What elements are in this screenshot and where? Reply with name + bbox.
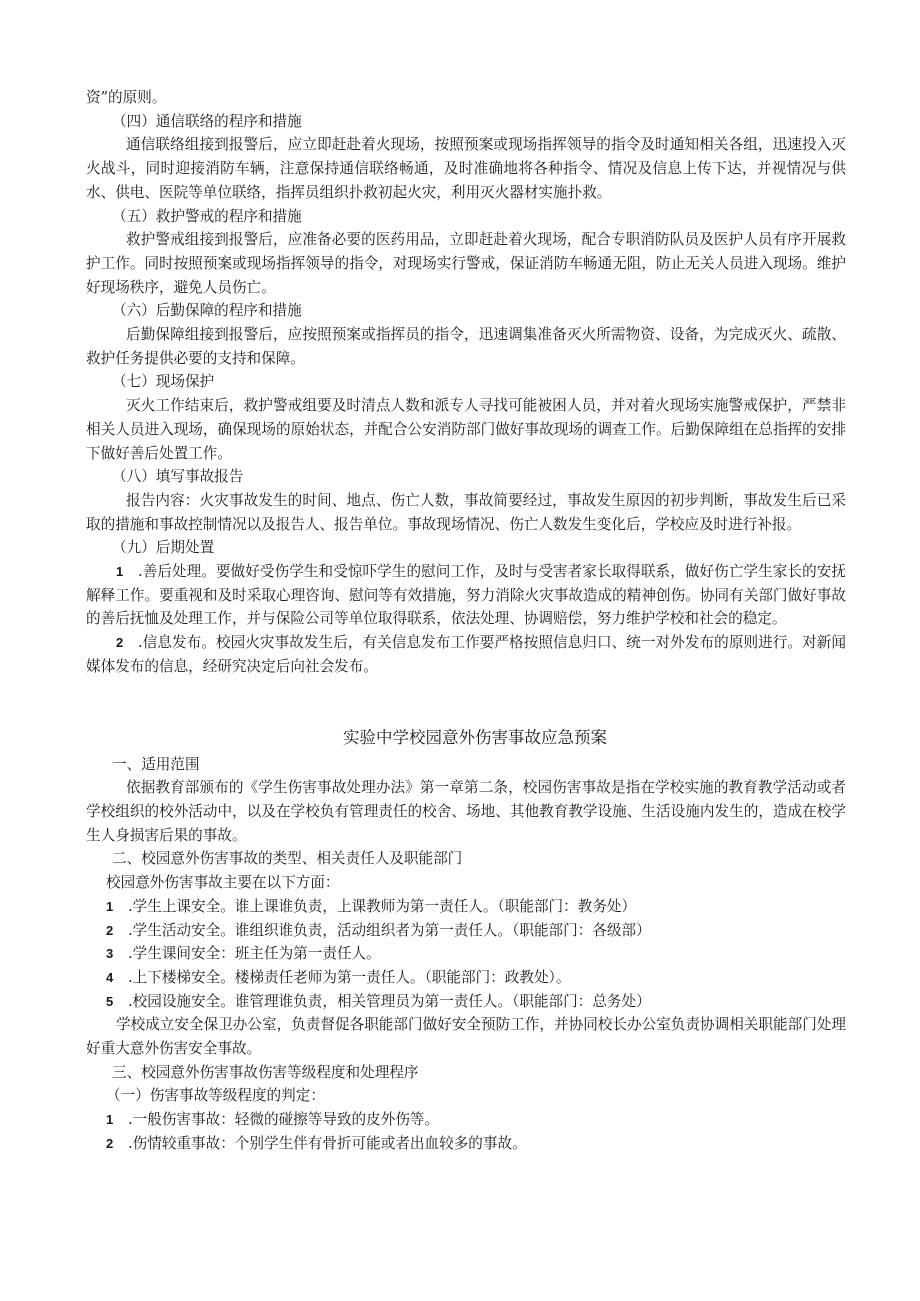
list-text: .校园设施安全。谁管理谁负责，相关管理员为第一责任人。（职能部门：总务处） [128,992,651,1010]
list-number: 3 [106,946,114,962]
list-text: .学生上课安全。谁上课谁负责，上课教师为第一责任人。（职能部门：教务处） [128,897,637,915]
list-item [86,1132,846,1156]
list-intro: 校园意外伤害事故主要在以下方面： [106,874,340,892]
list-text: .学生活动安全。谁组织谁负责，活动组织者为第一责任人。（职能部门：各级部） [128,921,651,939]
list-item [86,895,846,919]
list-item [86,919,846,943]
list-item [86,560,846,631]
list-number: 1 [106,898,114,914]
paragraph-7: 灭火工作结束后，救护警戒组要及时清点人数和派专人寻找可能被困人员，并对着火现场实施警戒保护，严禁非相关人员进入现场，确保现场的原始状态，并配合公安消防部门做好事故现场的调查工作。后勤保障组在总指挥的安排下做好善后处置工作。 [86,397,846,462]
list-number: 2 [106,1135,114,1151]
section-heading-3: 三、校园意外伤害事故伤害等级程度和处理程序 [112,1063,419,1081]
heading-8: （八）填写事故报告 [112,468,244,486]
list-number: 1 [116,564,124,580]
list-text: .信息发布。校园火灾事故发生后，有关信息发布工作要严格按照信息归口、统一对外发布的原则进行。对新闻媒体发布的信息，经研究决定后向社会发布。 [86,634,846,675]
paragraph-scope: 依据教育部颁布的《学生伤害事故处理办法》第一章第二条，校园伤害事故是指在学校实施的教育教学活动或者学校组织的校外活动中，以及在学校负有管理责任的校舍、场地、其他教育教学设施、生活设施内发生的，造成在校学生人身损害后果的事故。 [86,779,846,844]
list-number: 2 [116,635,124,651]
heading-7: （七）现场保护 [112,373,215,391]
paragraph-6: 后勤保障组接到报警后，应按照预案或指挥员的指令，迅速调集准备灭火所需物资、设备，为完成灭火、疏散、救护任务提供必要的支持和保障。 [86,326,846,367]
paragraph-4: 通信联络组接到报警后，应立即赶赴着火现场，按照预案或现场指挥领导的指令及时通知相关各组，迅速投入灭火战斗，同时迎接消防车辆，注意保持通信联络畅通，及时准确地将各种指令、情况及信息上传下达，并视情况与供水、供电、医院等单位联络，指挥员组织扑救初起火灾，利用灭火器材实施扑救。 [86,136,846,201]
list-item [86,631,846,678]
list-number: 5 [106,993,114,1009]
document-page [86,86,846,1156]
continuation-text: 资”的原则。 [86,89,167,106]
paragraph-8: 报告内容：火灾事故发生的时间、地点、伤亡人数，事故简要经过，事故发生原因的初步判断，事故发生后已采取的措施和事故控制情况以及报告人、报告单位。事故现场情况、伤亡人数发生变化后，学校应及时进行补报。 [86,491,846,533]
list-text: .善后处理。要做好受伤学生和受惊吓学生的慰问工作，及时与受害者家长取得联系，做好伤亡学生家长的安抚解释工作。要重视和及时采取心理咨询、慰问等有效措施，努力消除火灾事故造成的精神创伤。协同有关部门做好事故的善后抚恤及处理工作，并与保险公司等单位取得联系，依法处理、协调赔偿，努力维护学校和社会的稳定。 [86,563,846,628]
paragraph-office: 学校成立安全保卫办公室，负责督促各职能部门做好安全预防工作，并协同校长办公室负责协调相关职能部门处理好重大意外伤害安全事故。 [86,1016,846,1058]
list-item [86,942,846,966]
paragraph-5: 救护警戒组接到报警后，应准备必要的医药用品，立即赶赴着火现场，配合专职消防队员及医护人员有序开展救护工作。同时按照预案或现场指挥领导的指令，对现场实行警戒，保证消防车畅通无阻，防止无关人员进入现场。维护好现场秩序，避免人员伤亡。 [86,231,846,296]
heading-9: （九）后期处置 [112,539,215,557]
list-item [86,990,846,1014]
heading-4: （四）通信联络的程序和措施 [112,112,302,130]
subsection-heading: （一）伤害事故等级程度的判定： [106,1087,325,1105]
document-title: 实验中学校园意外伤害事故应急预案 [343,727,607,747]
list-text: .上下楼梯安全。楼梯责任老师为第一责任人。（职能部门：政教处）。 [128,968,571,986]
list-item [86,1108,846,1132]
list-text: .伤情较重事故：个别学生伴有骨折可能或者出血较多的事故。 [128,1134,527,1152]
list-number: 1 [106,1112,114,1128]
list-number: 2 [106,922,114,938]
heading-5: （五）救护警戒的程序和措施 [112,207,302,225]
list-item [86,966,846,990]
section-heading-2: 二、校园意外伤害事故的类型、相关责任人及职能部门 [112,850,463,868]
list-text: .一般伤害事故：轻微的碰擦等导致的皮外伤等。 [128,1111,440,1129]
section-heading-1: 一、适用范围 [112,755,200,773]
heading-6: （六）后勤保障的程序和措施 [112,302,302,320]
list-number: 4 [106,969,114,985]
list-text: .学生课间安全：班主任为第一责任人。 [128,945,381,963]
